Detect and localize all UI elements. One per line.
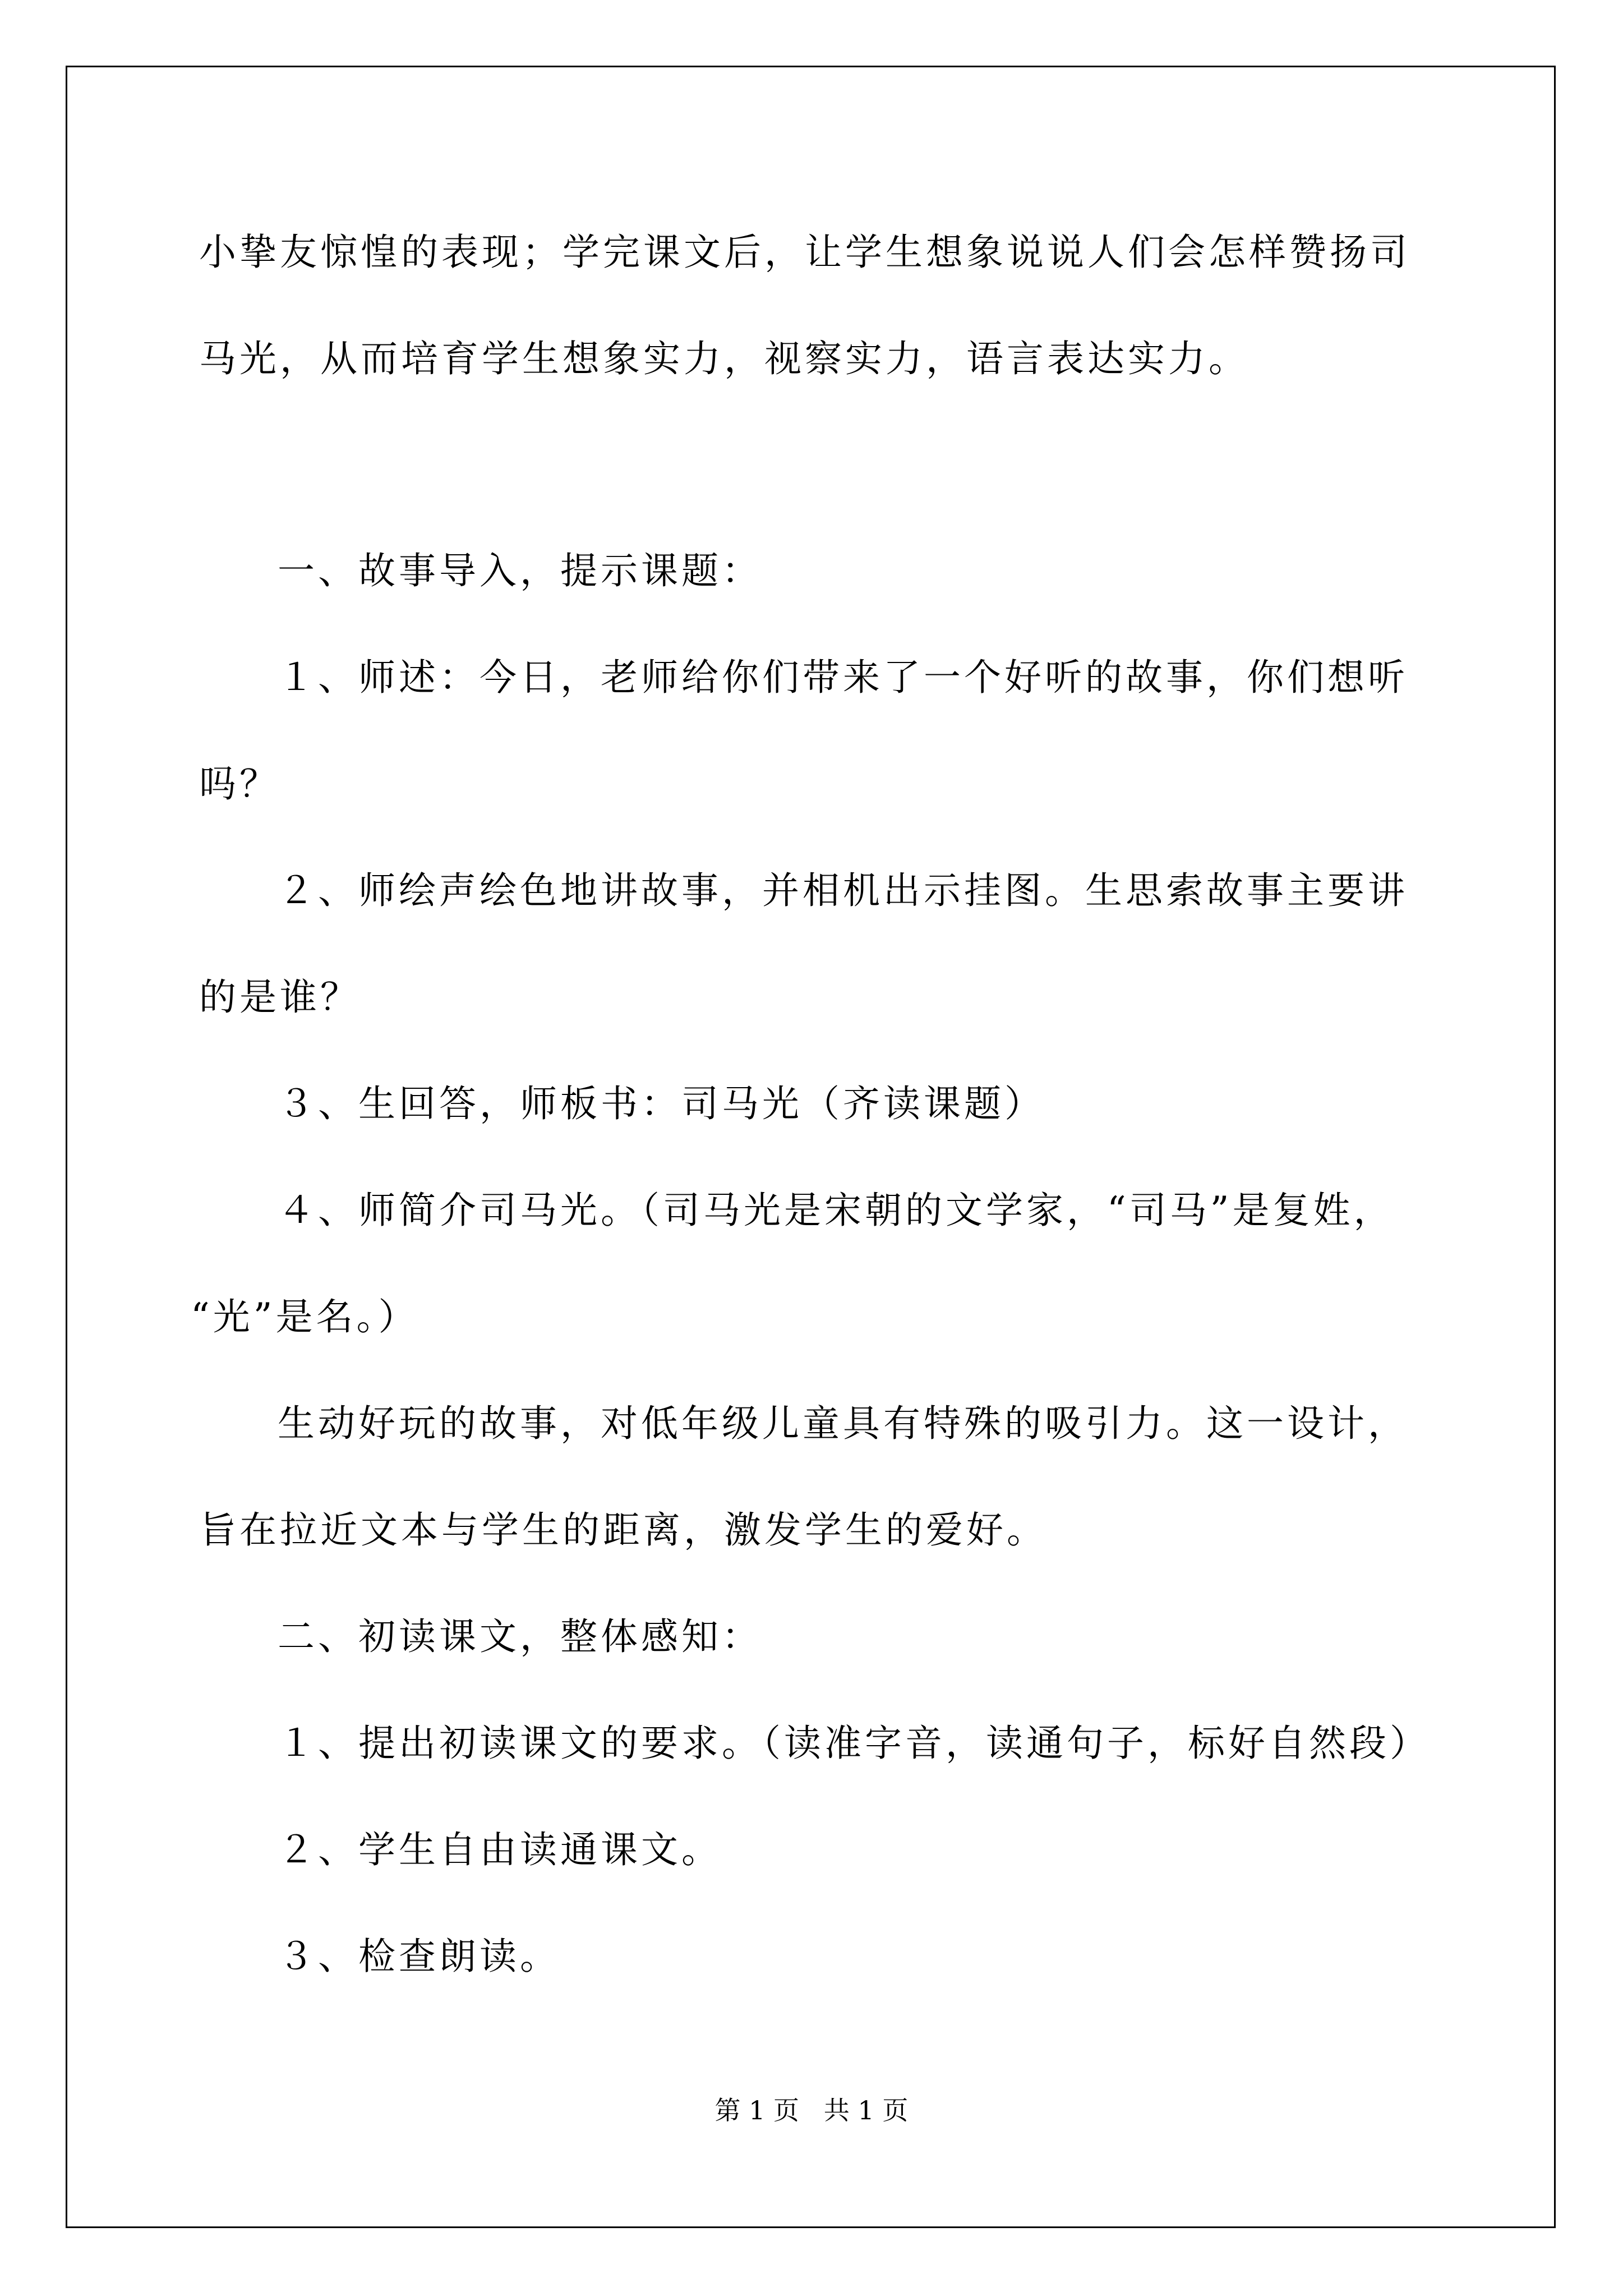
paragraph-line: “光”是名。） — [191, 1295, 419, 1338]
section-heading: 二、初读课文，整体感知： — [278, 1615, 762, 1658]
paragraph-line: １、提出初读课文的要求。（读准字音，读通句子，标好自然段） — [278, 1722, 1430, 1765]
paragraph-line: 的是谁？ — [199, 976, 361, 1019]
paragraph-line: ２、师绘声绘色地讲故事，并相机出示挂图。生思索故事主要讲 — [278, 869, 1408, 912]
paragraph-line: ２、学生自由读通课文。 — [278, 1828, 722, 1871]
section-heading: 一、故事导入，提示课题： — [278, 549, 762, 592]
paragraph-line: 生动好玩的故事，对低年级儿童具有特殊的吸引力。这一设计， — [278, 1402, 1408, 1445]
paragraph-line: ３、检查朗读。 — [278, 1935, 560, 1978]
paragraph-line: 旨在拉近文本与学生的距离，激发学生的爱好。 — [199, 1508, 1047, 1552]
paragraph-line: ３、生回答，师板书：司马光（齐读课题） — [278, 1082, 1045, 1125]
paragraph-line: １、师述：今日，老师给你们带来了一个好听的故事，你们想听 — [278, 656, 1408, 699]
paragraph-line: 小挚友惊惶的表现；学完课文后，让学生想象说说人们会怎样赞扬司 — [199, 231, 1410, 274]
paragraph-line: ４、师简介司马光。（司马光是宋朝的文学家，“司马”是复姓， — [278, 1189, 1394, 1232]
page-border — [66, 66, 1556, 2228]
paragraph-line: 马光，从而培育学生想象实力，视察实力，语言表达实力。 — [199, 337, 1249, 380]
paragraph-line: 吗？ — [199, 762, 280, 806]
page-footer: 第 1 页 共 1 页 — [714, 2095, 909, 2125]
